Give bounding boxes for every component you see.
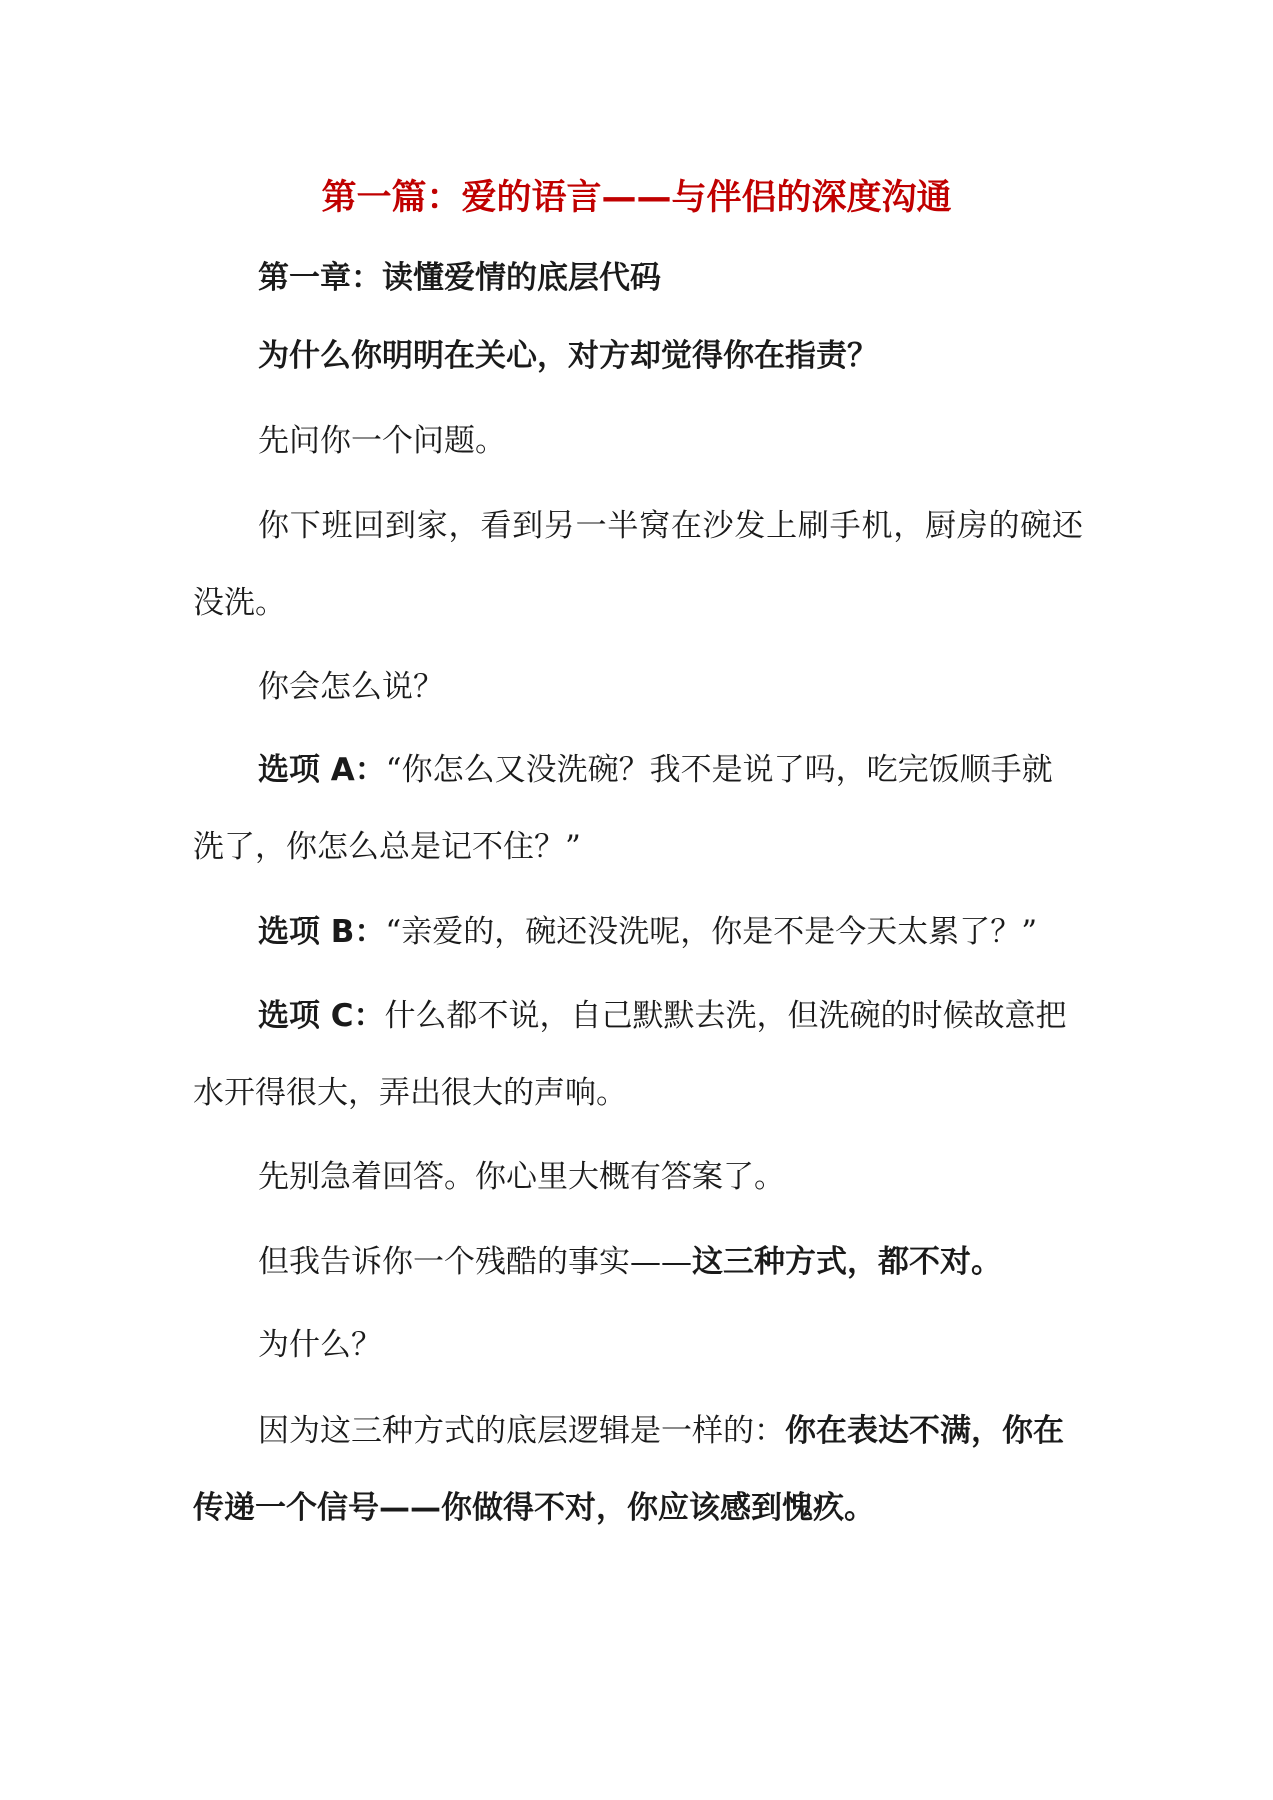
- option-a-line-1: [258, 750, 1053, 790]
- option-b-text: “亲爱的，碗还没洗呢，你是不是今天太累了？”: [385, 914, 1038, 950]
- paragraph-4: 先别急着回答。你心里大概有答案了。: [258, 1159, 785, 1195]
- option-c-text: 什么都不说，自己默默去洗，但洗碗的时候故意把: [384, 998, 1067, 1034]
- option-b-label: 选项 B：: [258, 914, 386, 950]
- option-c-label: 选项 C：: [258, 998, 385, 1034]
- option-c-line-1: [258, 996, 1067, 1036]
- paragraph-1: 先问你一个问题。: [258, 423, 506, 459]
- paragraph-6: 为什么？: [258, 1327, 382, 1363]
- option-a-label: 选项 A：: [258, 752, 386, 788]
- option-a-line-2: 洗了，你怎么总是记不住？”: [193, 829, 581, 865]
- paragraph-7-bold: 你在表达不满，你在: [785, 1413, 1064, 1449]
- paragraph-7-line-2: 传递一个信号——你做得不对，你应该感到愧疚。: [193, 1490, 875, 1526]
- paragraph-5-plain: 但我告诉你一个残酷的事实——: [258, 1244, 692, 1280]
- paragraph-5: [258, 1242, 1002, 1282]
- option-a-text: “你怎么又没洗碗？我不是说了吗，吃完饭顺手就: [385, 752, 1053, 788]
- chapter-title: 第一章：读懂爱情的底层代码: [258, 260, 661, 296]
- paragraph-7-line-1: [258, 1411, 1064, 1451]
- option-c-line-2: 水开得很大，弄出很大的声响。: [193, 1075, 627, 1111]
- part-title: 第一篇：爱的语言——与伴侣的深度沟通: [321, 178, 952, 218]
- section-title: 为什么你明明在关心，对方却觉得你在指责？: [258, 338, 878, 374]
- paragraph-3: 你会怎么说？: [258, 669, 444, 705]
- paragraph-7-plain: 因为这三种方式的底层逻辑是一样的：: [258, 1413, 785, 1449]
- option-b: [258, 912, 1037, 952]
- paragraph-2-line-2: 没洗。: [193, 585, 286, 621]
- paragraph-5-bold: 这三种方式，都不对。: [692, 1244, 1002, 1280]
- paragraph-2-line-1: 你下班回到家，看到另一半窝在沙发上刷手机，厨房的碗还: [258, 508, 1083, 544]
